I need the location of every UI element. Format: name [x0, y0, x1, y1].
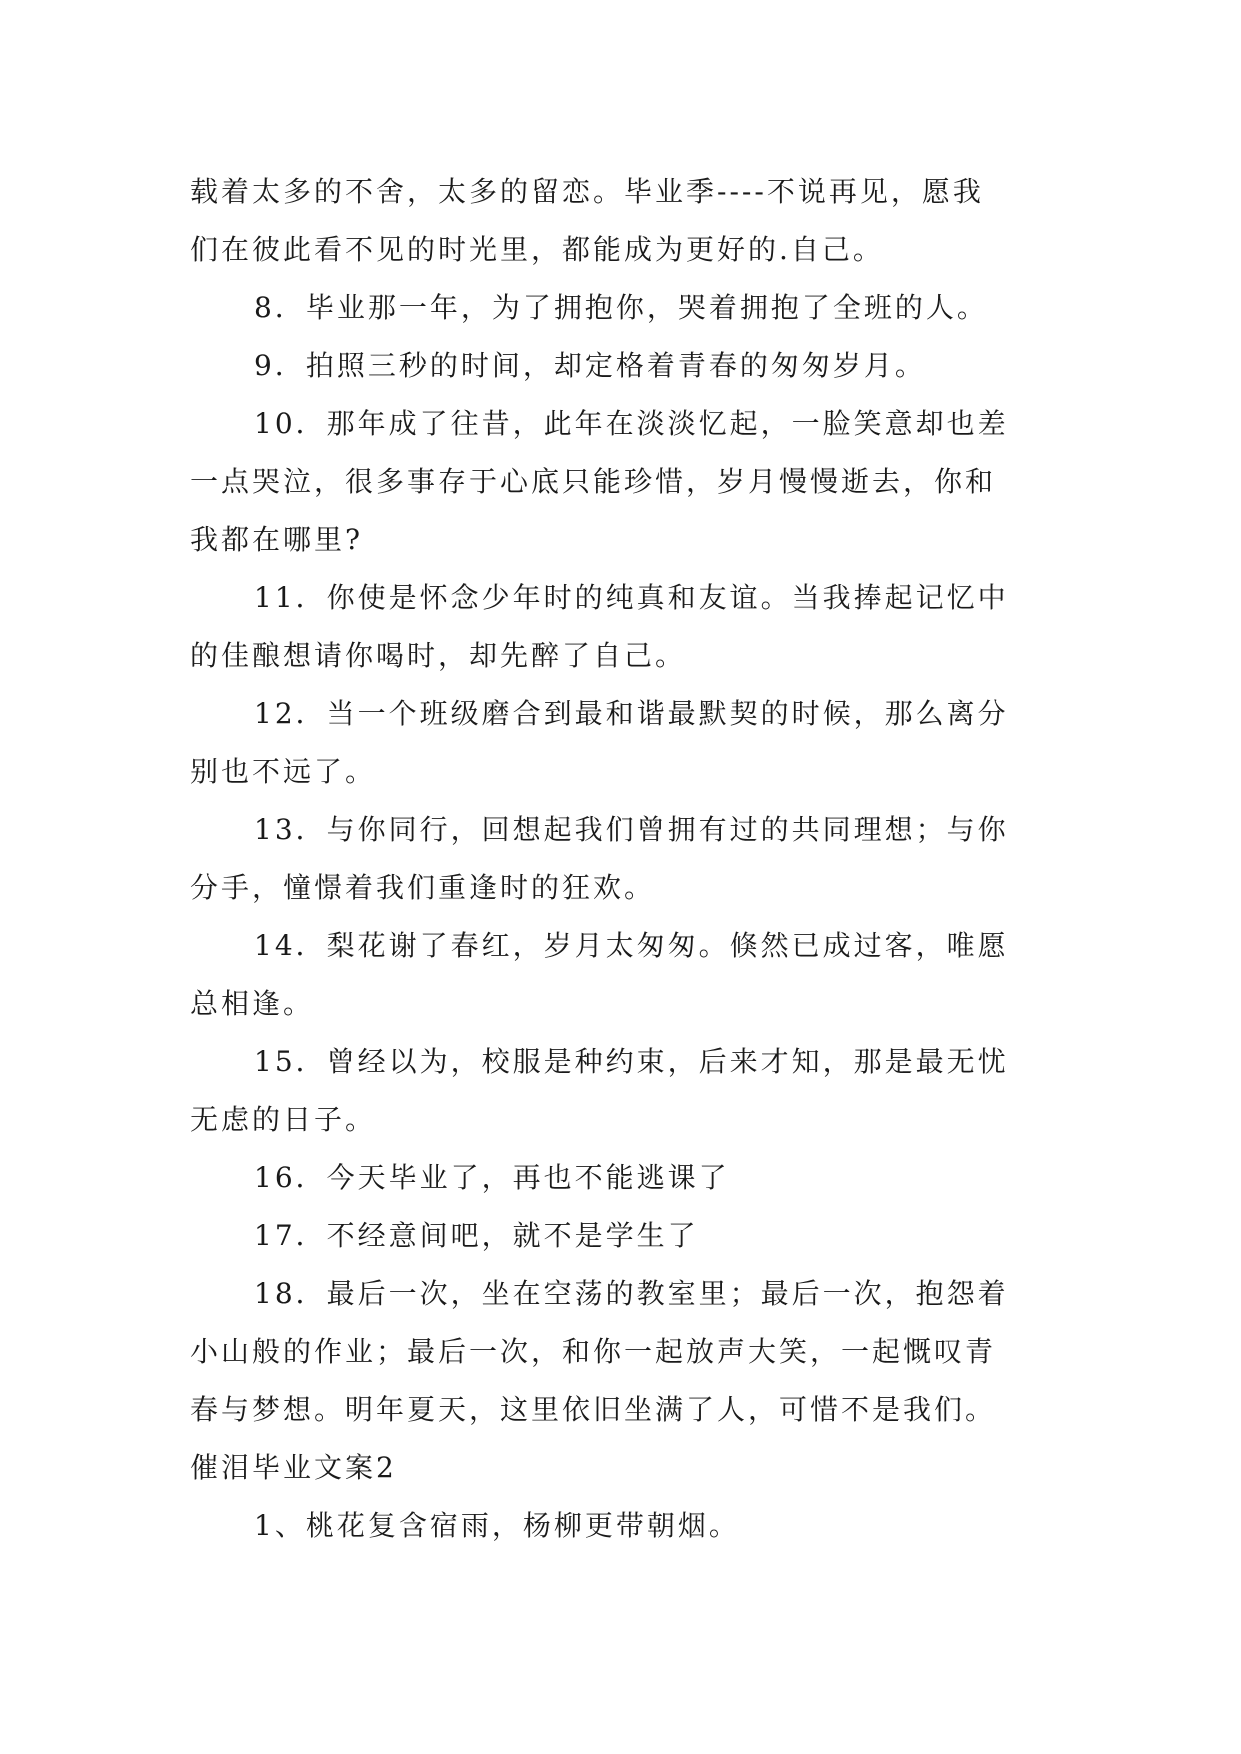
paragraph-line: 别也不远了。 — [190, 755, 377, 788]
list-item-18: 18．最后一次，坐在空荡的教室里；最后一次，抱怨着 — [254, 1277, 1009, 1310]
paragraph-line: 春与梦想。明年夏天，这里依旧坐满了人，可惜不是我们。 — [190, 1393, 997, 1426]
list-item-8: 8．毕业那一年，为了拥抱你，哭着拥抱了全班的人。 — [254, 291, 988, 324]
paragraph-line: 分手，憧憬着我们重逢时的狂欢。 — [190, 871, 656, 904]
list-item-9: 9．拍照三秒的时间，却定格着青春的匆匆岁月。 — [254, 349, 926, 382]
paragraph-line: 的佳酿想请你喝时，却先醉了自己。 — [190, 639, 687, 672]
section-heading: 催泪毕业文案2 — [190, 1451, 397, 1484]
document-body — [190, 163, 1090, 1555]
paragraph-line: 一点哭泣，很多事存于心底只能珍惜，岁月慢慢逝去，你和 — [190, 465, 997, 498]
paragraph-line: 们在彼此看不见的时光里，都能成为更好的.自己。 — [190, 233, 884, 266]
list-item-1: 1、桃花复含宿雨，杨柳更带朝烟。 — [254, 1509, 740, 1542]
list-item-11: 11．你使是怀念少年时的纯真和友谊。当我捧起记忆中 — [254, 581, 1009, 614]
paragraph-line: 我都在哪里? — [190, 523, 364, 556]
list-item-14: 14．梨花谢了春红，岁月太匆匆。倏然已成过客，唯愿 — [254, 929, 1009, 962]
list-item-10: 10．那年成了往昔，此年在淡淡忆起，一脸笑意却也差 — [254, 407, 1009, 440]
list-item-15: 15．曾经以为，校服是种约束，后来才知，那是最无忧 — [254, 1045, 1009, 1078]
paragraph-line: 无虑的日子。 — [190, 1103, 377, 1136]
paragraph-line: 载着太多的不舍，太多的留恋。毕业季----不说再见，愿我 — [190, 175, 984, 208]
list-item-17: 17．不经意间吧，就不是学生了 — [254, 1219, 699, 1252]
list-item-12: 12．当一个班级磨合到最和谐最默契的时候，那么离分 — [254, 697, 1009, 730]
list-item-16: 16．今天毕业了，再也不能逃课了 — [254, 1161, 730, 1194]
list-item-13: 13．与你同行，回想起我们曾拥有过的共同理想；与你 — [254, 813, 1009, 846]
paragraph-line: 小山般的作业；最后一次，和你一起放声大笑，一起慨叹青 — [190, 1335, 997, 1368]
paragraph-line: 总相逢。 — [190, 987, 315, 1020]
